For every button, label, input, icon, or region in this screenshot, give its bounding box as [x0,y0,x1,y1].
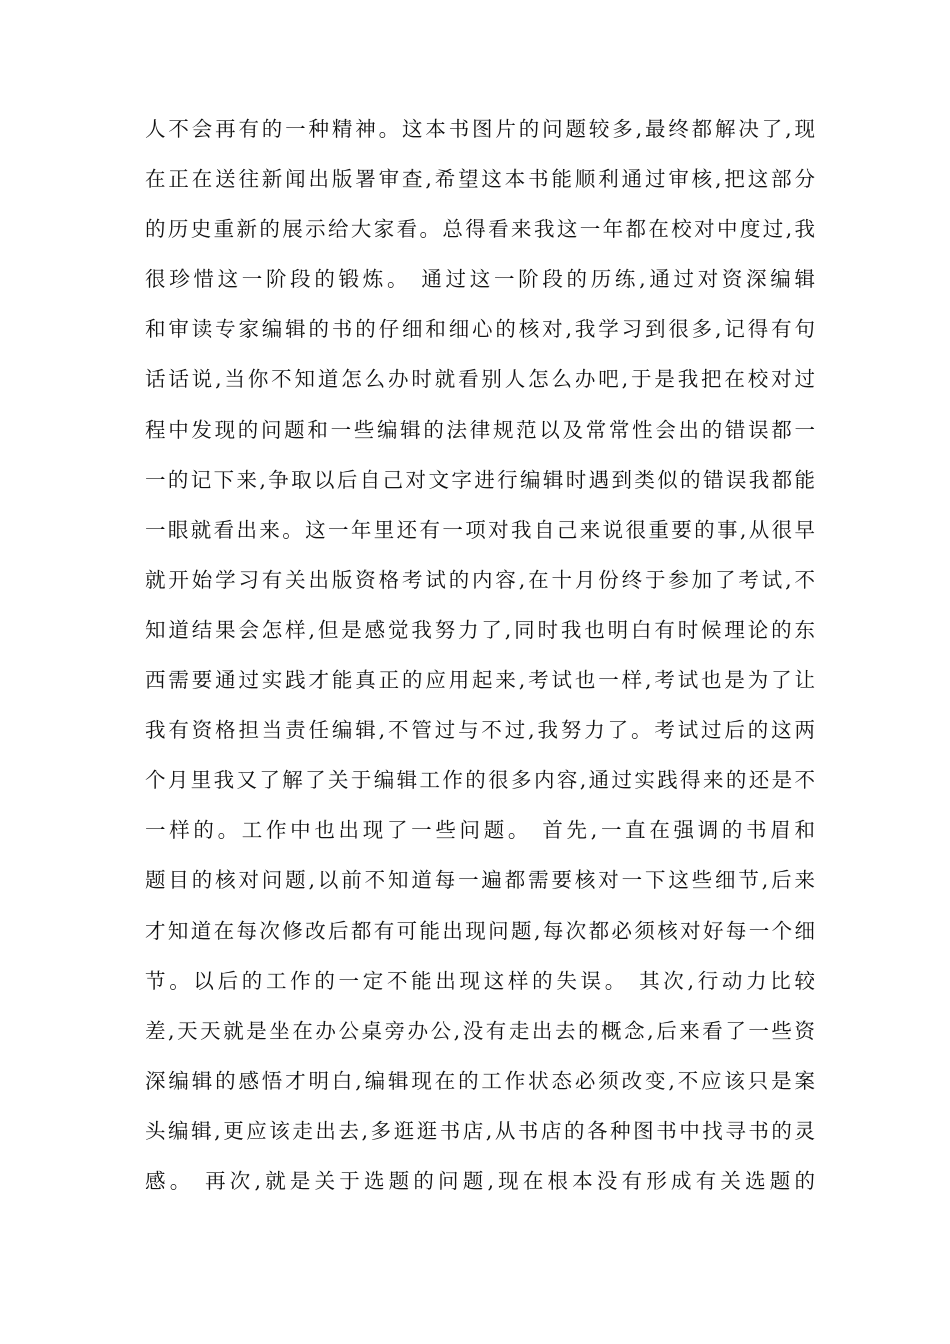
text-line: 程中发现的问题和一些编辑的法律规范以及常常性会出的错误都一 [145,417,815,442]
text-line: 和审读专家编辑的书的仔细和细心的核对,我学习到很多,记得有句 [145,317,815,342]
text-line: 深编辑的感悟才明白,编辑现在的工作状态必须改变,不应该只是案 [145,1068,815,1093]
body-text [145,104,815,1206]
text-line: 很珍惜这一阶段的锻炼。 通过这一阶段的历练,通过对资深编辑 [145,267,815,292]
text-line: 我有资格担当责任编辑,不管过与不过,我努力了。考试过后的这两 [145,718,815,743]
text-line: 才知道在每次修改后都有可能出现问题,每次都必须核对好每一个细 [145,918,815,943]
text-line: 在正在送往新闻出版署审查,希望这本书能顺利通过审核,把这部分 [145,167,815,192]
text-line: 人不会再有的一种精神。这本书图片的问题较多,最终都解决了,现 [145,117,815,141]
text-line: 的历史重新的展示给大家看。总得看来我这一年都在校对中度过,我 [145,217,815,242]
text-line: 西需要通过实践才能真正的应用起来,考试也一样,考试也是为了让 [145,668,815,693]
text-line: 一的记下来,争取以后自己对文字进行编辑时遇到类似的错误我都能 [145,467,815,492]
text-line: 题目的核对问题,以前不知道每一遍都需要核对一下这些细节,后来 [145,868,815,893]
text-line: 一样的。工作中也出现了一些问题。 首先,一直在强调的书眉和 [145,818,815,843]
text-line: 头编辑,更应该走出去,多逛逛书店,从书店的各种图书中找寻书的灵 [145,1118,815,1143]
text-line: 个月里我又了解了关于编辑工作的很多内容,通过实践得来的还是不 [145,768,815,793]
text-line: 一眼就看出来。这一年里还有一项对我自己来说很重要的事,从很早 [145,517,815,542]
text-line: 知道结果会怎样,但是感觉我努力了,同时我也明白有时候理论的东 [145,617,815,642]
text-line: 话话说,当你不知道怎么办时就看别人怎么办吧,于是我把在校对过 [145,367,815,392]
text-line: 感。 再次,就是关于选题的问题,现在根本没有形成有关选题的 [145,1168,815,1193]
text-line: 差,天天就是坐在办公桌旁办公,没有走出去的概念,后来看了一些资 [145,1018,815,1043]
text-line: 就开始学习有关出版资格考试的内容,在十月份终于参加了考试,不 [145,567,815,592]
text-line: 节。以后的工作的一定不能出现这样的失误。 其次,行动力比较 [145,968,815,993]
